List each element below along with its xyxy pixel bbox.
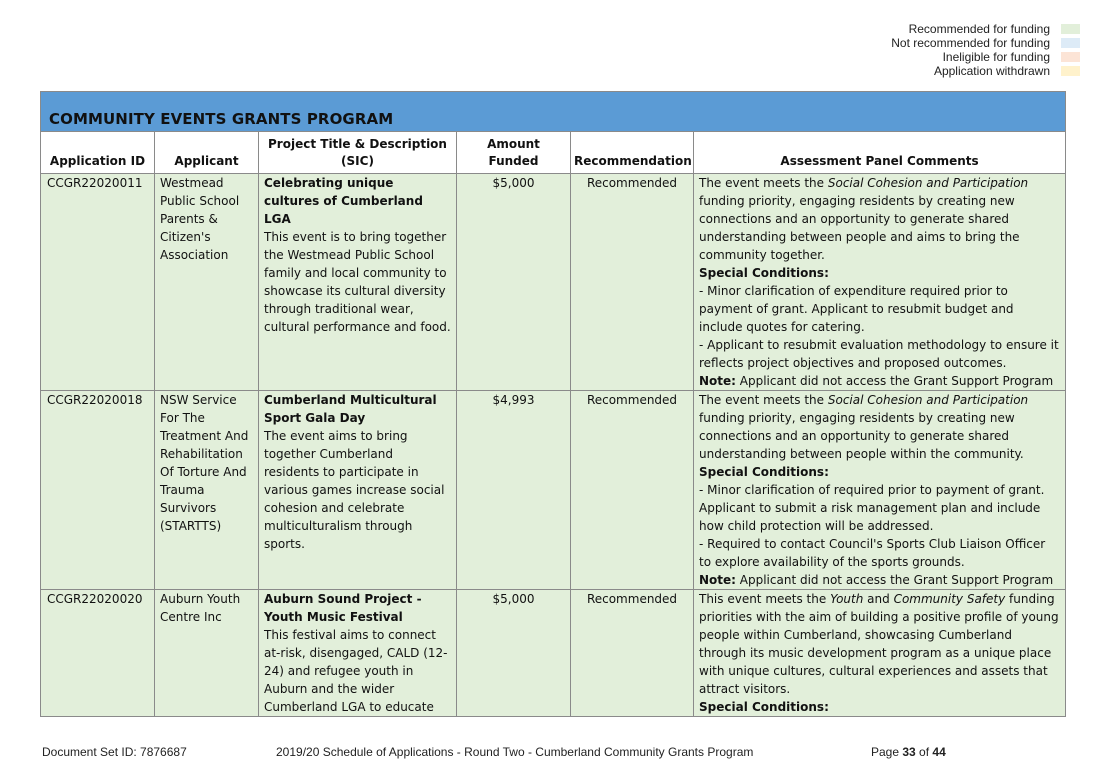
grants-table (40, 91, 1066, 717)
cell-amount: $5,000 (457, 174, 571, 391)
legend-label: Recommended for funding (908, 22, 1050, 36)
condition-item: - Minor clarification of required prior to payment of grant. Applicant to submit a risk management plan and include how child protection will be addressed. (699, 483, 1045, 533)
project-description: This festival aims to connect at-risk, disengaged, CALD (12-24) and refugee youth in Auburn and the wider Cumberland LGA to educate (264, 628, 448, 714)
funding-priority: Social Cohesion and Participation (827, 393, 1029, 407)
project-title: Cumberland Multicultural Sport Gala Day (264, 393, 437, 425)
page-current: 33 (902, 745, 916, 759)
legend-swatch (1061, 66, 1080, 76)
legend-item-recommended (891, 22, 1080, 36)
cell-project (259, 174, 457, 391)
comment-text: funding priority, engaging residents by creating new connections and an opportunity to generate shared understanding between people within the community. (699, 411, 1024, 461)
header-application-id: Application ID (41, 132, 155, 174)
cell-project (259, 590, 457, 717)
footer-document-set-id: Document Set ID: 7876687 (42, 745, 187, 759)
legend-item-withdrawn (891, 64, 1080, 78)
legend-swatch (1061, 24, 1080, 34)
legend-item-ineligible (891, 50, 1080, 64)
legend-label: Not recommended for funding (891, 36, 1050, 50)
legend-label: Ineligible for funding (942, 50, 1050, 64)
cell-recommendation: Recommended (571, 174, 694, 391)
cell-comments (694, 590, 1066, 717)
page-total: 44 (932, 745, 946, 759)
condition-item: - Applicant to resubmit evaluation methodology to ensure it reflects project objectives and proposed outcomes. (699, 338, 1059, 370)
comment-text: funding priority, engaging residents by creating new connections and an opportunity to generate shared understanding between people and aims to bring the community together. (699, 194, 1020, 262)
page-of: of (915, 745, 933, 759)
note-text: Applicant did not access the Grant Support Program (735, 374, 1054, 388)
project-description: The event aims to bring together Cumberland residents to participate in various games increase social cohesion and celebrate multiculturalism through sports. (264, 429, 445, 551)
comment-text: funding priorities with the aim of building a positive profile of young people within Cumberland, showcasing Cumberland through its music development program as a unique place with unique cultures, cultural experiences and assets that attract visitors. (699, 592, 1059, 696)
comment-text: and (863, 592, 894, 606)
cell-applicant: NSW Service For The Treatment And Rehabilitation Of Torture And Trauma Survivors (STARTTS) (155, 391, 259, 590)
cell-recommendation: Recommended (571, 590, 694, 717)
cell-project (259, 391, 457, 590)
header-project-line2: (SIC) (341, 154, 374, 168)
legend-swatch (1061, 52, 1080, 62)
cell-amount: $4,993 (457, 391, 571, 590)
condition-item: - Minor clarification of expenditure required prior to payment of grant. Applicant to resubmit budget and include quotes for catering. (699, 284, 1014, 334)
header-recommendation: Recommendation (571, 132, 694, 174)
header-project-line1: Project Title & Description (268, 137, 447, 151)
note-label: Note: (699, 573, 736, 587)
cell-recommendation: Recommended (571, 391, 694, 590)
funding-legend (891, 22, 1080, 78)
special-conditions-label: Special Conditions: (699, 700, 829, 714)
cell-comments (694, 391, 1066, 590)
header-applicant: Applicant (155, 132, 259, 174)
table-row (41, 590, 1066, 717)
cell-application-id: CCGR22020020 (41, 590, 155, 717)
legend-swatch (1061, 38, 1080, 48)
note-text: Applicant did not access the Grant Support Program (735, 573, 1054, 587)
table-row (41, 391, 1066, 590)
funding-priority: Social Cohesion and Participation (827, 176, 1029, 190)
legend-label: Application withdrawn (933, 64, 1050, 78)
legend-item-not-recommended (891, 36, 1080, 50)
table-row (41, 174, 1066, 391)
project-description: This event is to bring together the Westmead Public School family and local community to showcase its cultural diversity through traditional wear, cultural performance and food. (264, 230, 451, 334)
header-comments: Assessment Panel Comments (694, 132, 1066, 174)
grants-table-container (40, 91, 1065, 717)
comment-text: The event meets the (699, 176, 828, 190)
condition-item: - Required to contact Council's Sports Club Liaison Officer to explore availability of the sports grounds. (699, 537, 1046, 569)
header-amount: Amount Funded (457, 132, 571, 174)
footer-page-number (871, 745, 946, 759)
cell-application-id: CCGR22020011 (41, 174, 155, 391)
funding-priority: Community Safety (893, 592, 1006, 606)
cell-applicant: Westmead Public School Parents & Citizen's Association (155, 174, 259, 391)
table-header-row (41, 132, 1066, 174)
program-title: COMMUNITY EVENTS GRANTS PROGRAM (41, 92, 1066, 132)
header-project (259, 132, 457, 174)
note-label: Note: (699, 374, 736, 388)
cell-applicant: Auburn Youth Centre Inc (155, 590, 259, 717)
footer-schedule-title: 2019/20 Schedule of Applications - Round Two - Cumberland Community Grants Program (276, 745, 754, 759)
cell-amount: $5,000 (457, 590, 571, 717)
project-title: Auburn Sound Project - Youth Music Festival (264, 592, 422, 624)
page-prefix: Page (871, 745, 903, 759)
comment-text: This event meets the (699, 592, 831, 606)
cell-comments (694, 174, 1066, 391)
special-conditions-label: Special Conditions: (699, 465, 829, 479)
special-conditions-label: Special Conditions: (699, 266, 829, 280)
cell-application-id: CCGR22020018 (41, 391, 155, 590)
project-title: Celebrating unique cultures of Cumberland LGA (264, 176, 423, 226)
funding-priority: Youth (830, 592, 864, 606)
comment-text: The event meets the (699, 393, 828, 407)
